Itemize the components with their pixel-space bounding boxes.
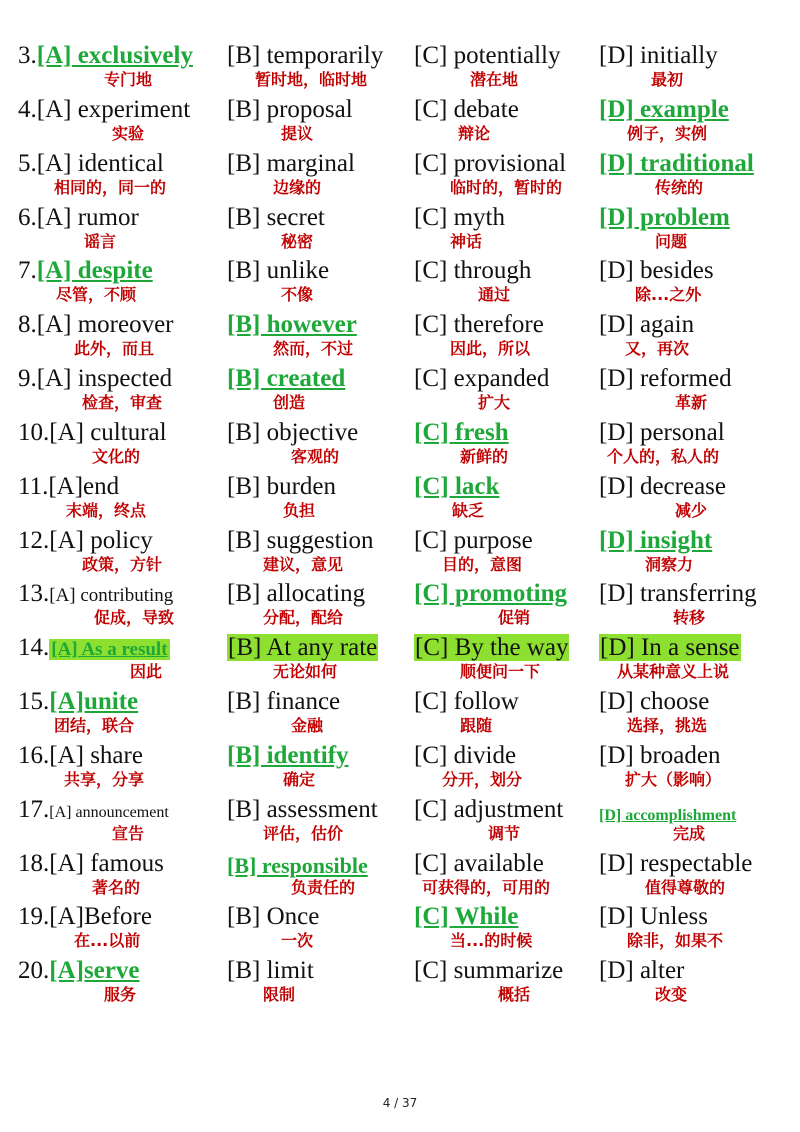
option-label: [C] provisional	[414, 150, 567, 177]
option-label: [B] however	[227, 311, 357, 338]
option-b	[227, 742, 413, 796]
option-translation: 此外，而且	[74, 339, 155, 358]
option-label: [C] follow	[414, 688, 519, 715]
option-label: [D] reformed	[599, 365, 732, 392]
option-b	[227, 580, 413, 634]
question-row-15	[18, 688, 798, 742]
option-b	[227, 150, 413, 204]
option-translation: 潜在地	[470, 70, 519, 89]
option-label: [A] cultural	[49, 419, 167, 446]
question-row-11	[18, 473, 798, 527]
option-label: [D] broaden	[599, 742, 721, 769]
option-translation: 负担	[283, 501, 316, 520]
option-label: [C] fresh	[414, 419, 509, 446]
option-a	[18, 957, 226, 1011]
option-label: [A] exclusively	[36, 42, 193, 69]
question-number: 19.	[18, 903, 50, 930]
option-label: [A] despite	[36, 257, 153, 284]
option-translation: 秘密	[281, 232, 314, 251]
option-label: [B] assessment	[227, 796, 378, 823]
option-d	[599, 473, 798, 527]
page-indicator: 4 / 37	[382, 1096, 418, 1110]
question-number: 12.	[18, 527, 50, 554]
option-translation: 缺乏	[452, 501, 485, 520]
option-translation: 最初	[651, 70, 684, 89]
question-number: 4.	[18, 96, 37, 123]
option-translation: 评估，估价	[263, 824, 344, 843]
option-a	[18, 473, 226, 527]
option-translation: 临时的，暂时的	[450, 178, 563, 197]
option-label: [B] allocating	[227, 580, 366, 607]
option-label: [A] rumor	[36, 204, 139, 231]
option-c	[414, 796, 598, 850]
option-translation: 选择，挑选	[627, 716, 708, 735]
option-label: [B] limit	[227, 957, 314, 984]
option-translation: 共享，分享	[64, 770, 145, 789]
option-label: [D] Unless	[599, 903, 709, 930]
question-number: 15.	[18, 688, 50, 715]
question-number: 14.	[18, 634, 50, 661]
question-row-4	[18, 96, 798, 150]
option-translation: 不像	[281, 285, 314, 304]
option-label: [C] available	[414, 850, 544, 877]
question-number: 7.	[18, 257, 37, 284]
option-label: [A]serve	[49, 957, 140, 984]
option-b	[227, 204, 413, 258]
option-translation: 政策，方针	[82, 555, 163, 574]
option-label: [B] temporarily	[227, 42, 384, 69]
option-c	[414, 634, 598, 688]
option-d	[599, 634, 798, 688]
option-translation: 神话	[450, 232, 483, 251]
option-label: [A] share	[49, 742, 143, 769]
option-translation: 实验	[112, 124, 145, 143]
option-a	[18, 365, 226, 419]
option-translation: 例子，实例	[627, 124, 708, 143]
question-number: 17.	[18, 796, 50, 823]
option-translation: 促销	[498, 608, 531, 627]
option-translation: 著名的	[92, 878, 141, 897]
question-number: 9.	[18, 365, 37, 392]
option-translation: 确定	[283, 770, 316, 789]
question-row-17	[18, 796, 798, 850]
option-translation: 概括	[498, 985, 531, 1004]
option-label: [D] initially	[599, 42, 718, 69]
question-row-13	[18, 580, 798, 634]
option-label: [D] traditional	[599, 150, 754, 177]
option-translation: 团结，联合	[54, 716, 135, 735]
question-row-14	[18, 634, 798, 688]
option-translation: 因此	[130, 662, 163, 681]
option-translation: 减少	[675, 501, 708, 520]
option-d	[599, 527, 798, 581]
option-c	[414, 257, 598, 311]
option-translation: 一次	[281, 931, 314, 950]
option-c	[414, 42, 598, 96]
option-c	[414, 957, 598, 1011]
option-translation: 目的，意图	[442, 555, 523, 574]
option-label: [C] through	[414, 257, 532, 284]
option-label: [C] By the way	[415, 634, 569, 661]
question-number: 16.	[18, 742, 50, 769]
question-row-5	[18, 150, 798, 204]
option-d	[599, 580, 798, 634]
option-translation: 传统的	[655, 178, 704, 197]
option-label: [C] adjustment	[414, 796, 564, 823]
option-label: [B] marginal	[227, 150, 355, 177]
option-label: [A] contributing	[49, 585, 174, 606]
question-row-10	[18, 419, 798, 473]
option-a	[18, 150, 226, 204]
option-c	[414, 311, 598, 365]
option-translation: 创造	[273, 393, 306, 412]
question-row-12	[18, 527, 798, 581]
option-label: [D] respectable	[599, 850, 753, 877]
option-translation: 提议	[281, 124, 314, 143]
option-translation: 跟随	[460, 716, 493, 735]
option-label: [C] summarize	[414, 957, 564, 984]
option-translation: 转移	[673, 608, 706, 627]
question-row-3	[18, 42, 798, 96]
option-translation: 谣言	[84, 232, 117, 251]
option-label: [C] divide	[414, 742, 517, 769]
question-number: 18.	[18, 850, 50, 877]
option-d	[599, 957, 798, 1011]
option-label: [D] accomplishment	[599, 807, 737, 824]
option-d	[599, 903, 798, 957]
option-translation: 调节	[488, 824, 521, 843]
option-d	[599, 850, 798, 904]
question-row-19	[18, 903, 798, 957]
option-label: [D] again	[599, 311, 695, 338]
option-translation: 建议，意见	[263, 555, 344, 574]
option-a	[18, 688, 226, 742]
option-a	[18, 527, 226, 581]
option-translation: 当...的时候	[450, 931, 533, 950]
option-label: [A] announcement	[49, 804, 169, 821]
option-translation: 宣告	[112, 824, 145, 843]
option-c	[414, 850, 598, 904]
option-label: [B] Once	[227, 903, 320, 930]
option-label: [D] alter	[599, 957, 685, 984]
option-label: [D] choose	[599, 688, 710, 715]
option-translation: 又，再次	[625, 339, 690, 358]
option-translation: 从某种意义上说	[617, 662, 730, 681]
option-a	[18, 96, 226, 150]
option-b	[227, 796, 413, 850]
option-d	[599, 204, 798, 258]
option-a	[18, 257, 226, 311]
option-c	[414, 204, 598, 258]
option-a	[18, 42, 226, 96]
option-translation: 尽管，不顾	[56, 285, 137, 304]
option-c	[414, 688, 598, 742]
option-a	[18, 311, 226, 365]
question-row-20	[18, 957, 798, 1011]
option-label: [A]Before	[49, 903, 152, 930]
option-b	[227, 473, 413, 527]
option-label: [C] debate	[414, 96, 519, 123]
option-translation: 辩论	[458, 124, 491, 143]
option-a	[18, 634, 226, 688]
option-translation: 相同的，同一的	[54, 178, 167, 197]
option-d	[599, 742, 798, 796]
option-b	[227, 42, 413, 96]
option-label: [C] potentially	[414, 42, 561, 69]
option-d	[599, 365, 798, 419]
option-translation: 分配，配给	[263, 608, 344, 627]
option-translation: 专门地	[104, 70, 153, 89]
option-a	[18, 796, 226, 850]
option-label: [B] identify	[227, 742, 349, 769]
option-translation: 客观的	[291, 447, 340, 466]
option-translation: 因此，所以	[450, 339, 531, 358]
option-label: [C] lack	[414, 473, 500, 500]
option-translation: 限制	[263, 985, 296, 1004]
option-label: [A] experiment	[36, 96, 191, 123]
option-label: [B] burden	[227, 473, 336, 500]
option-a	[18, 580, 226, 634]
option-translation: 除...之外	[635, 285, 702, 304]
option-label: [A] policy	[49, 527, 153, 554]
option-d	[599, 796, 798, 850]
option-b	[227, 257, 413, 311]
option-d	[599, 257, 798, 311]
question-number: 11.	[18, 473, 49, 500]
option-translation: 文化的	[92, 447, 141, 466]
option-translation: 然而，不过	[273, 339, 354, 358]
option-label: [C] myth	[414, 204, 505, 231]
option-a	[18, 850, 226, 904]
option-d	[599, 150, 798, 204]
option-label: [C] purpose	[414, 527, 533, 554]
option-label: [B] secret	[227, 204, 325, 231]
question-row-6	[18, 204, 798, 258]
question-row-18	[18, 850, 798, 904]
option-translation: 暂时地，临时地	[255, 70, 368, 89]
option-b	[227, 527, 413, 581]
option-c	[414, 150, 598, 204]
option-translation: 无论如何	[273, 662, 338, 681]
option-b	[227, 365, 413, 419]
option-label: [A] As a result	[51, 639, 168, 660]
option-c	[414, 903, 598, 957]
option-label: [C] While	[414, 903, 519, 930]
option-translation: 在...以前	[74, 931, 141, 950]
option-label: [A] famous	[49, 850, 164, 877]
option-translation: 改变	[655, 985, 688, 1004]
option-label: [B] proposal	[227, 96, 353, 123]
option-translation: 分开，划分	[442, 770, 523, 789]
option-label: [D] In a sense	[600, 634, 740, 661]
option-b	[227, 419, 413, 473]
option-translation: 个人的，私人的	[607, 447, 720, 466]
option-label: [B] unlike	[227, 257, 330, 284]
option-translation: 革新	[675, 393, 708, 412]
option-translation: 除非，如果不	[627, 931, 724, 950]
option-label: [C] expanded	[414, 365, 550, 392]
option-label: [A]end	[48, 473, 120, 500]
option-c	[414, 419, 598, 473]
option-translation: 问题	[655, 232, 688, 251]
question-number: 3.	[18, 42, 37, 69]
option-c	[414, 527, 598, 581]
option-c	[414, 96, 598, 150]
option-label: [D] problem	[599, 204, 730, 231]
option-label: [D] personal	[599, 419, 725, 446]
option-b	[227, 311, 413, 365]
option-label: [D] besides	[599, 257, 714, 284]
option-c	[414, 365, 598, 419]
option-a	[18, 419, 226, 473]
option-label: [D] decrease	[599, 473, 726, 500]
option-b	[227, 634, 413, 688]
option-label: [C] promoting	[414, 580, 568, 607]
option-translation: 顺便问一下	[460, 662, 541, 681]
option-a	[18, 742, 226, 796]
option-b	[227, 96, 413, 150]
question-number: 20.	[18, 957, 50, 984]
option-label: [B] At any rate	[228, 634, 378, 661]
option-translation: 扩大	[478, 393, 511, 412]
question-row-16	[18, 742, 798, 796]
option-translation: 洞察力	[645, 555, 694, 574]
option-label: [D] example	[599, 96, 729, 123]
question-number: 13.	[18, 580, 50, 607]
option-label: [A] inspected	[36, 365, 173, 392]
option-label: [C] therefore	[414, 311, 544, 338]
option-label: [D] insight	[599, 527, 713, 554]
option-translation: 检查，审查	[82, 393, 163, 412]
option-translation: 金融	[291, 716, 324, 735]
option-translation: 新鲜的	[460, 447, 509, 466]
option-a	[18, 903, 226, 957]
option-d	[599, 688, 798, 742]
option-translation: 可获得的，可用的	[422, 878, 551, 897]
option-label: [A] moreover	[36, 311, 174, 338]
option-c	[414, 742, 598, 796]
option-b	[227, 850, 413, 904]
question-row-9	[18, 365, 798, 419]
option-label: [B] finance	[227, 688, 341, 715]
option-translation: 促成，导致	[94, 608, 175, 627]
option-translation: 服务	[104, 985, 137, 1004]
option-d	[599, 419, 798, 473]
option-label: [B] suggestion	[227, 527, 374, 554]
option-translation: 扩大（影响）	[625, 770, 722, 789]
option-d	[599, 96, 798, 150]
question-number: 6.	[18, 204, 37, 231]
option-a	[18, 204, 226, 258]
option-label: [A] identical	[36, 150, 164, 177]
option-b	[227, 688, 413, 742]
option-label: [B] created	[227, 365, 346, 392]
option-label: [B] objective	[227, 419, 359, 446]
option-label: [A]unite	[49, 688, 139, 715]
option-b	[227, 957, 413, 1011]
question-number: 10.	[18, 419, 50, 446]
option-label: [D] transferring	[599, 580, 757, 607]
option-translation: 末端，终点	[66, 501, 147, 520]
question-row-8	[18, 311, 798, 365]
option-c	[414, 580, 598, 634]
question-row-7	[18, 257, 798, 311]
question-number: 5.	[18, 150, 37, 177]
option-label: [B] responsible	[227, 853, 368, 878]
option-c	[414, 473, 598, 527]
option-d	[599, 311, 798, 365]
option-translation: 边缘的	[273, 178, 322, 197]
option-translation: 值得尊敬的	[645, 878, 726, 897]
option-translation: 负责任的	[291, 878, 356, 897]
option-translation: 通过	[478, 285, 511, 304]
option-translation: 完成	[673, 824, 706, 843]
option-d	[599, 42, 798, 96]
question-number: 8.	[18, 311, 37, 338]
option-b	[227, 903, 413, 957]
